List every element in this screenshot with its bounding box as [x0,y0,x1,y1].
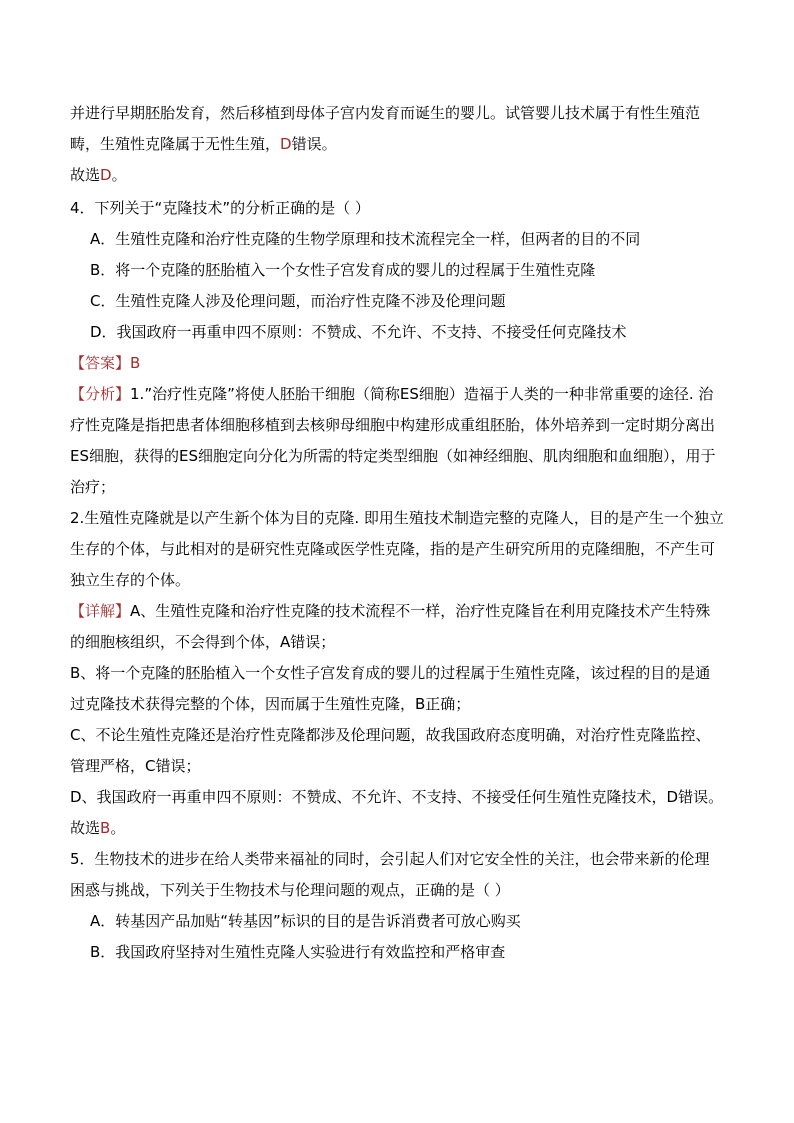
question-4-stem: 4．下列关于“克隆技术”的分析正确的是（ ） [70,199,370,217]
question-4-option-a: A．生殖性克隆和治疗性克隆的生物学原理和技术流程完全一样，但两者的目的不同 [90,230,641,248]
prev-answer-text: 故选 [70,166,101,184]
question-4-final-answer [70,813,724,844]
answer-value: B [130,354,141,372]
final-text: 故选 [70,819,101,837]
document-page [70,98,724,968]
question-4-detail-c: C、不论生殖性克隆还是治疗性克隆都涉及伦理问题，故我国政府态度明确，对治疗性克隆监控、管理严格，C错误； [70,726,711,775]
detail-label: 【详解】 [70,602,131,620]
final-end: 。 [110,819,126,837]
question-4-option-c: C．生殖性克隆人涉及伦理问题，而治疗性克隆不涉及伦理问题 [90,292,506,310]
previous-final-answer [70,160,724,191]
previous-explanation-continuation [70,98,724,160]
continuation-tail: 错误。 [291,135,337,153]
question-4-detail-d: D、我国政府一再重申四不原则：不赞成、不允许、不支持、不接受任何生殖性克隆技术，D错误。 [70,788,724,806]
answer-label: 【答案】 [70,354,131,372]
question-4-analysis-1 [70,379,724,503]
detail-a-text: A、生殖性克隆和治疗性克隆的技术流程不一样，治疗性克隆旨在利用克隆技术产生特殊的细胞核组织，不会得到个体，A错误； [70,602,711,651]
question-4-answer [70,348,724,379]
question-5-stem: 5．生物技术的进步在给人类带来福祉的同时，会引起人们对它安全性的关注，也会带来新的伦理困惑与挑战，下列关于生物技术与伦理问题的观点，正确的是（ ） [70,850,710,899]
question-4-detail-a [70,596,724,658]
final-letter: B [100,819,111,837]
question-4-detail-b: B、将一个克隆的胚胎植入一个女性子宫发育成的婴儿的过程属于生殖性克隆，该过程的目的是通过克隆技术获得完整的个体，因而属于生殖性克隆，B正确； [70,664,711,713]
question-4-option-b: B．将一个克隆的胚胎植入一个女性子宫发育成的婴儿的过程属于生殖性克隆 [90,261,596,279]
question-5-option-a: A．转基因产品加贴“转基因”标识的目的是告诉消费者可放心购买 [90,912,521,930]
analysis-1-text: 1.”治疗性克隆”将使人胚胎干细胞（简称ES细胞）造福于人类的一种非常重要的途径. 治疗性克隆是指把患者体细胞移植到去核卵母细胞中构建形成重组胚胎，体外培养到一定时期分离出ES细胞，获得的ES细胞定向分化为所需的特定类型细胞（如神经细胞、肌肉细胞和血细胞），用于治疗； [70,385,716,496]
prev-answer-end: 。 [111,166,127,184]
analysis-label: 【分析】 [70,385,131,403]
continuation-letter: D [280,135,292,153]
question-4-analysis-2: 2.生殖性克隆就是以产生新个体为目的克隆. 即用生殖技术制造完整的克隆人，目的是产生一个独立生存的个体，与此相对的是研究性克隆或医学性克隆，指的是产生研究所用的克隆细胞，不产生可独立生存的个体。 [70,509,724,589]
question-5-option-b: B．我国政府坚持对生殖性克隆人实验进行有效监控和严格审查 [90,943,506,961]
prev-answer-letter: D [100,166,112,184]
continuation-text: 并进行早期胚胎发育，然后移植到母体子宫内发育而诞生的婴儿。试管婴儿技术属于有性生殖范畴，生殖性克隆属于无性生殖， [70,104,701,153]
question-4-option-d: D．我国政府一再重申四不原则：不赞成、不允许、不支持、不接受任何克隆技术 [90,323,627,341]
